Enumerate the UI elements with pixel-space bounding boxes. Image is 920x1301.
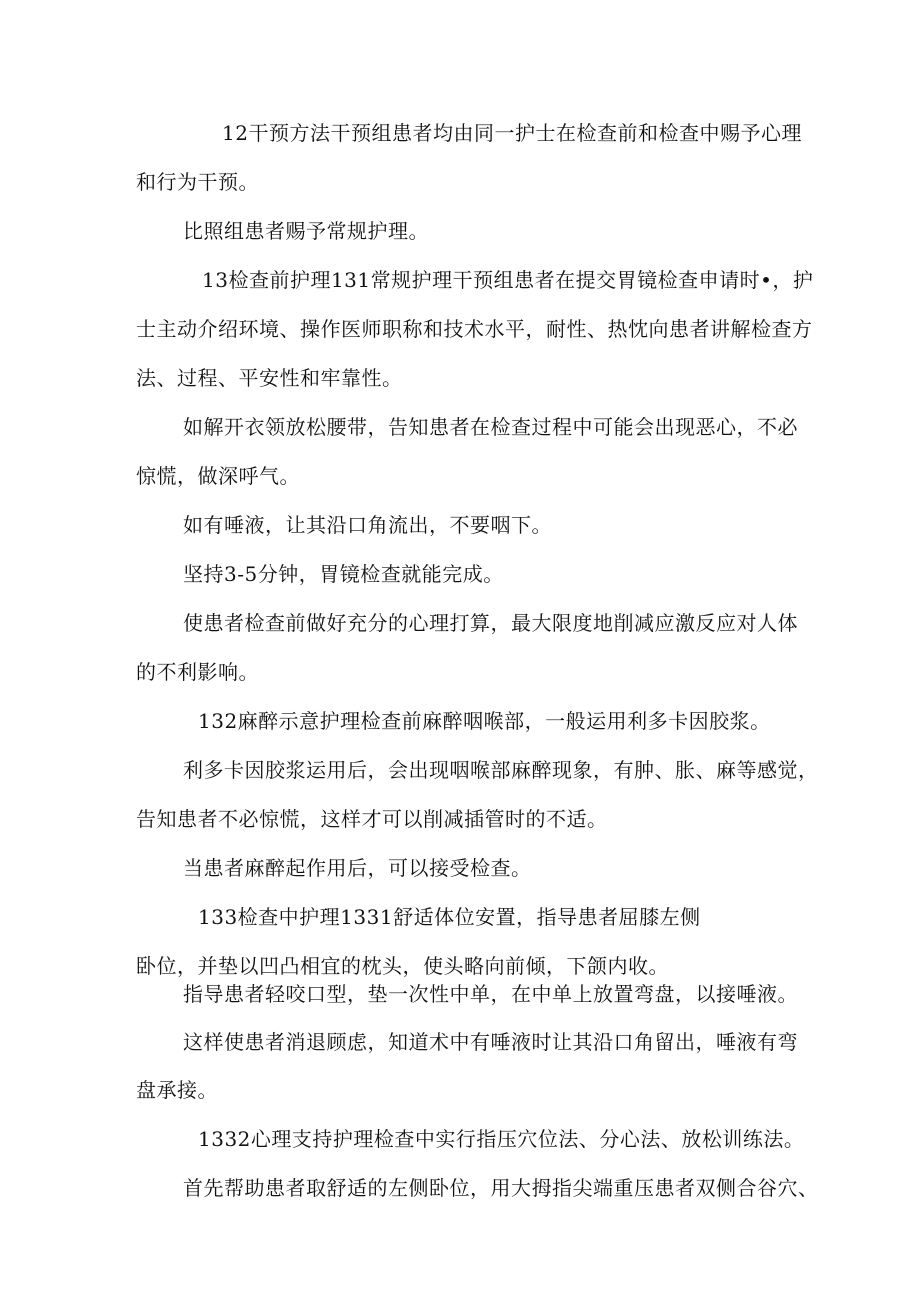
text-line: 利多卡因胶浆运用后，会出现咽喉部麻醉现象，有肿、胀、麻等感觉， [183,758,819,782]
text-line: 卧位，并垫以凹凸相宜的枕头，使头略向前倾，下颌内收。 [136,954,669,978]
text-line: 首先帮助患者取舒适的左侧卧位，用大拇指尖端重压患者双侧合谷穴、 [183,1176,819,1200]
text-line: 比照组患者赐予常规护理。 [183,219,429,243]
text-line: 13检查前护理131常规护理干预组患者在提交胃镜检查申请时•，护 [202,268,814,292]
text-line: 132麻醉示意护理检查前麻醉咽喉部，一般运用利多卡因胶浆。 [198,709,771,733]
text-line: 如有唾液，让其沿口角流出，不要咽下。 [183,513,552,537]
text-line: 坚持3-5分钟，胃镜检查就能完成。 [183,562,504,586]
text-line: 的不利影响。 [136,660,259,684]
text-line: 告知患者不必惊慌，这样才可以削减插管时的不适。 [136,807,608,831]
text-line: 使患者检查前做好充分的心理打算，最大限度地削减应激反应对人体 [183,611,798,635]
text-line: 法、过程、平安性和牢靠性。 [136,366,403,390]
text-line: 12干预方法干预组患者均由同一护士在检查前和检查中赐予心理 [222,121,802,145]
text-line: 盘承接。 [136,1078,218,1102]
text-line: 指导患者轻咬口型，垫一次性中单，在中单上放置弯盘，以接唾液。 [183,982,798,1006]
text-line: 当患者麻醉起作用后，可以接受检查。 [183,856,532,880]
text-line: 如解开衣领放松腰带，告知患者在检查过程中可能会出现恶心，不必 [183,415,798,439]
text-line: 士主动介绍环境、操作医师职称和技术水平，耐性、热忱向患者讲解检查方 [136,317,813,341]
text-line: 这样使患者消退顾虑，知道术中有唾液时让其沿口角留出，唾液有弯 [183,1030,798,1054]
text-line: 惊慌，做深呼气。 [136,464,300,488]
text-line: 1332心理支持护理检查中实行指压穴位法、分心法、放松训练法。 [198,1127,805,1151]
text-line: 133检查中护理1331舒适体位安置，指导患者屈膝左侧 [198,905,701,929]
text-line: 和行为干预。 [136,170,259,194]
